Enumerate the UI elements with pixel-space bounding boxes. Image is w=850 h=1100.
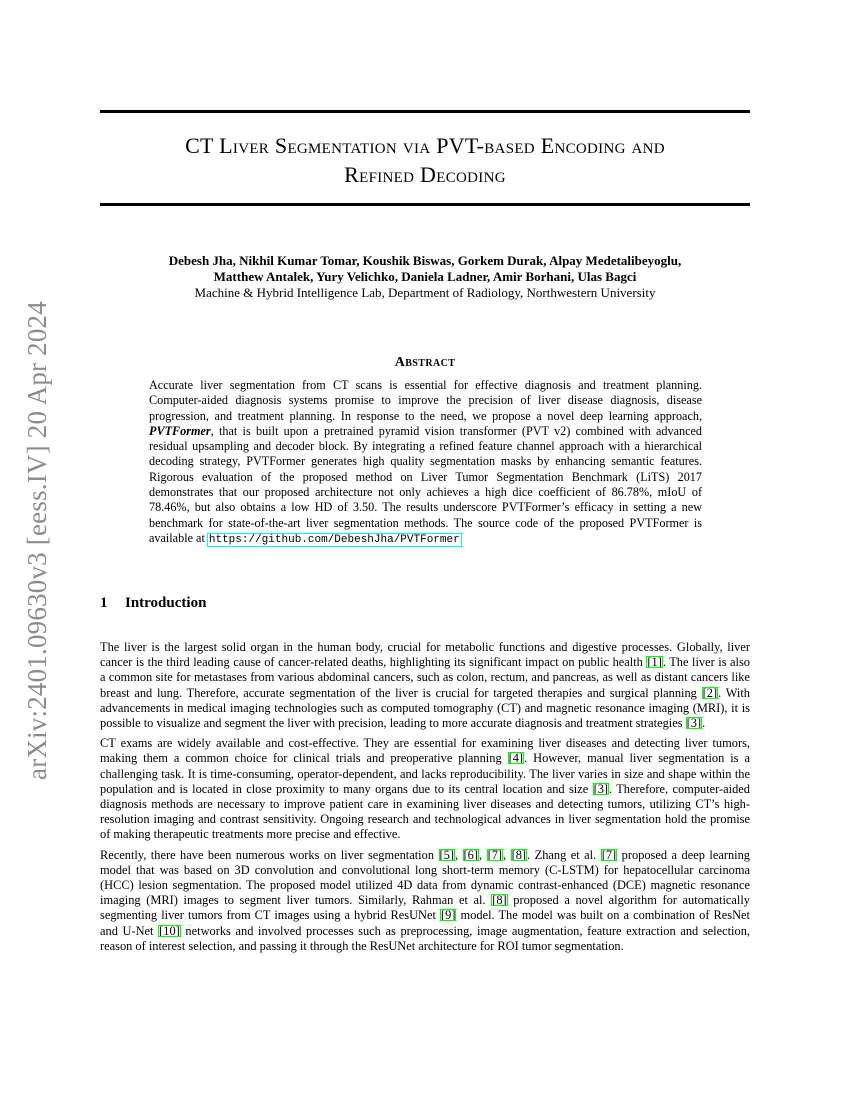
section-heading-introduction: [100, 595, 206, 612]
paragraph-3: [100, 848, 750, 954]
title-top-rule: [100, 110, 750, 113]
abstract-body: [149, 378, 702, 548]
citation-link[interactable]: [3]: [593, 781, 609, 796]
citation-link[interactable]: [8]: [511, 847, 527, 862]
authors-line-1: Debesh Jha, Nikhil Kumar Tomar, Koushik Biswas, Gorkem Durak, Alpay Medetalibeyoglu,: [168, 253, 682, 268]
citation-link[interactable]: [5]: [439, 847, 454, 862]
citation-link[interactable]: [10]: [159, 923, 180, 938]
affiliation: Machine & Hybrid Intelligence Lab, Department of Radiology, Northwestern University: [194, 285, 656, 300]
citation-link[interactable]: [1]: [647, 655, 662, 670]
paragraph-text: Recently, there have been numerous works on liver segmentation: [100, 847, 439, 862]
paragraph-text: proposed a deep learning model that was based on 3D convolution and convolutional long short-term memory (C-LSTM) for hepatocellular carcinoma (HCC) lesion segmentation. The proposed model utilized 4D data from dynamic contrast-enhanced (DCE) magnetic resonance imaging (MRI) images to segment liver tumors. Similarly, Rahman et al.: [100, 847, 750, 908]
abstract-heading: Abstract: [394, 355, 456, 370]
paragraph-text: .: [702, 716, 706, 731]
paragraph-text: networks and involved processes such as preprocessing, image augmentation, feature extraction and selection, reason of interest selection, and passing it through the ResUNet architecture for ROI tumor segmentation.: [100, 923, 750, 953]
paragraph-text: . Therefore, computer-aided diagnosis methods are necessary to improve patient care in examining liver diseases and detecting tumors, utilizing CT’s high-resolution imaging and contrast sensitivity. Ongoing research and technological advances in liver segmentation hold the promise of making therapeutic treatments more precise and effective.: [100, 781, 750, 842]
author-list: [100, 253, 750, 285]
title-line-2: Refined Decoding: [344, 162, 506, 187]
paragraph-2: [100, 736, 750, 842]
paragraph-text: CT exams are widely available and cost-effective. They are essential for examining liver diseases and detecting liver tumors, making them a common choice for clinical trials and preoperative planning: [100, 736, 750, 766]
citation-link[interactable]: [7]: [487, 847, 503, 862]
paper-title: [100, 131, 750, 189]
citation-separator: ,: [454, 847, 463, 862]
section-title: Introduction: [125, 595, 207, 611]
introduction-body: [100, 640, 750, 959]
paragraph-text: . With advancements in medical imaging technologies such as computed tomography (CT) and magnetic resonance imaging (MRI), it is possible to visualize and segment the liver with precision, leading to more accurate diagnosis and treatment strategies: [100, 685, 750, 731]
citation-link[interactable]: [7]: [601, 847, 617, 862]
citation-separator: ,: [478, 847, 487, 862]
paragraph-1: [100, 640, 750, 731]
title-bottom-rule: [100, 203, 750, 206]
section-number: 1: [100, 595, 108, 611]
paragraph-text: . The liver is also a common site for metastases from various abdominal cancers, such as colon, rectum, and pancreas, as well as distant cancers like breast and lung. Therefore, accurate segmentation of the liver is crucial for targeted therapies and surgical planning: [100, 655, 750, 700]
paragraph-text: The liver is the largest solid organ in the human body, crucial for metabolic functions and digestive processes. Globally, liver cancer is the third leading cause of cancer-related deaths, highlighting its significant impact on public health: [100, 640, 750, 670]
abstract-text-a: Accurate liver segmentation from CT scans is essential for effective diagnosis and treatment planning. Computer-aided diagnosis systems promise to improve the precision of liver disease diagnosis, disease progression, and treatment planning. In response to the need, we propose a novel deep learning approach,: [149, 378, 702, 423]
authors-line-2: Matthew Antalek, Yury Velichko, Daniela Ladner, Amir Borhani, Ulas Bagci: [213, 269, 637, 284]
paragraph-text: . However, manual liver segmentation is a challenging task. It is time-consuming, operator-dependent, and lacks reproducibility. The liver varies in size and shape within the population and is located in close proximity to many organs due to its central location and size: [100, 751, 750, 796]
title-line-1: CT Liver Segmentation via PVT-based Encoding and: [185, 133, 665, 158]
arxiv-identifier-text: arXiv:2401.09630v3 [eess.IV] 20 Apr 2024: [21, 300, 52, 780]
citation-link[interactable]: [9]: [441, 908, 456, 923]
code-repository-link[interactable]: https://github.com/DebeshJha/PVTFormer: [208, 533, 460, 546]
model-name: PVTFormer: [149, 423, 211, 438]
arxiv-identifier: [21, 290, 53, 790]
citation-link[interactable]: [4]: [508, 751, 524, 766]
citation-link[interactable]: [2]: [702, 685, 718, 700]
paragraph-text: model. The model was built on a combination of ResNet and U-Net: [100, 908, 750, 938]
citation-link[interactable]: [3]: [686, 716, 702, 731]
paragraph-text: proposed a novel algorithm for automatically segmenting liver tumors from CT images using a hybrid ResUNet: [100, 893, 750, 923]
abstract-text-b: , that is built upon a pretrained pyramid vision transformer (PVT v2) combined with advanced residual upsampling and decoder block. By integrating a refined feature channel approach with a hierarchical decoding strategy, PVTFormer generates high quality segmentation masks by enhancing semantic features. Rigorous evaluation of the proposed method on Liver Tumor Segmentation Benchmark (LiTS) 2017 demonstrates that our proposed architecture not only achieves a high dice coefficient of 86.78%, mIoU of 78.46%, but also obtains a low HD of 3.50. The results underscore PVTFormer’s efficacy in setting a new benchmark for state-of-the-art liver segmentation methods. The source code of the proposed PVTFormer is available at: [149, 423, 702, 545]
citation-link[interactable]: [8]: [492, 893, 507, 908]
paragraph-text: . Zhang et al.: [527, 847, 601, 862]
citation-separator: ,: [503, 847, 511, 862]
citation-link[interactable]: [6]: [463, 847, 478, 862]
